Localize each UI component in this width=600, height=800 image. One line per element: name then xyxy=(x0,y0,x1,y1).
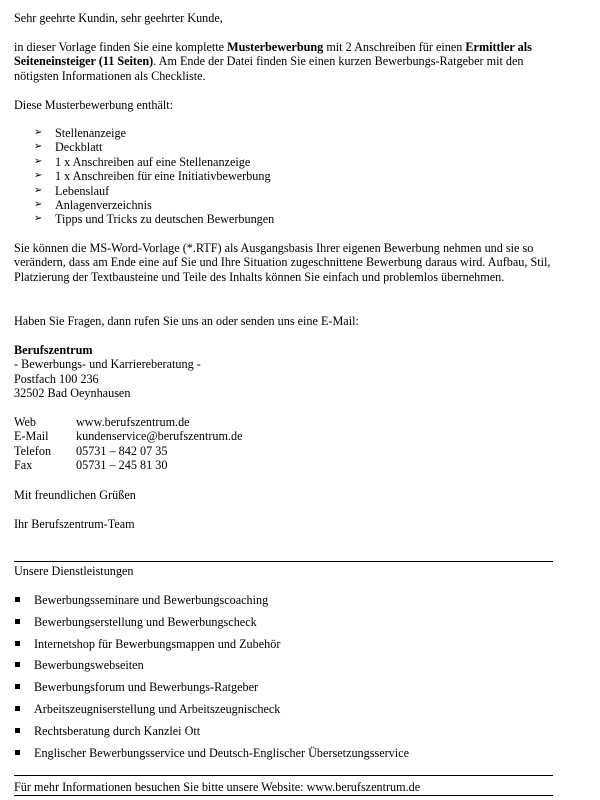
square-bullet-icon xyxy=(15,662,20,667)
list-item xyxy=(14,702,554,724)
contact-label: Web xyxy=(14,415,37,429)
list-item-text: Tipps und Tricks zu deutschen Bewerbungen xyxy=(55,212,275,227)
contact-label: Fax xyxy=(14,458,33,473)
list-item xyxy=(14,615,554,637)
list-item xyxy=(14,212,554,226)
intro-bold-1: Musterbewerbung xyxy=(227,40,324,54)
list-item xyxy=(14,126,554,140)
list-item xyxy=(14,140,554,154)
divider-middle xyxy=(14,775,553,776)
list-item-text: Deckblatt xyxy=(55,140,103,155)
company-street: Postfach 100 236 xyxy=(14,371,99,386)
divider-bottom xyxy=(14,795,553,796)
square-bullet-icon xyxy=(15,706,20,711)
list-item-text: Bewerbungserstellung und Bewerbungscheck xyxy=(34,614,257,629)
contact-phone xyxy=(14,444,554,458)
services-list xyxy=(14,593,554,767)
list-item-text: Bewerbungsseminare und Bewerbungscoaching xyxy=(34,593,269,607)
contains-heading: Diese Musterbewerbung enthält: xyxy=(14,98,174,112)
list-item xyxy=(14,169,554,183)
list-item-text: Lebenslauf xyxy=(55,183,110,198)
contents-list xyxy=(14,126,554,227)
arrow-bullet-icon: ➢ xyxy=(34,198,43,210)
list-item-text: Bewerbungsforum und Bewerbungs-Ratgeber xyxy=(34,680,259,695)
square-bullet-icon xyxy=(15,597,20,602)
list-item-text: Anlagenverzeichnis xyxy=(55,197,152,212)
arrow-bullet-icon: ➢ xyxy=(34,141,43,153)
square-bullet-icon xyxy=(15,684,20,689)
arrow-bullet-icon: ➢ xyxy=(34,184,43,196)
company-address xyxy=(14,343,554,401)
list-item xyxy=(14,746,554,768)
square-bullet-icon xyxy=(15,750,20,755)
list-item-text: Englischer Bewerbungsservice und Deutsch-Englischer Übersetzungsservice xyxy=(34,745,409,760)
signature: Ihr Berufszentrum-Team xyxy=(14,517,135,531)
company-tagline: - Bewerbungs- und Karriereberatung - xyxy=(14,357,201,372)
contact-block xyxy=(14,415,554,473)
contact-label: E-Mail xyxy=(14,429,49,444)
list-item-text: Rechtsberatung durch Kanzlei Ott xyxy=(34,723,201,738)
intro-text-1: in dieser Vorlage finden Sie eine komplette xyxy=(14,40,228,54)
contact-web xyxy=(14,415,554,429)
company-name: Berufszentrum xyxy=(14,343,93,357)
arrow-bullet-icon: ➢ xyxy=(34,127,43,138)
arrow-bullet-icon: ➢ xyxy=(34,170,43,182)
list-item xyxy=(14,593,554,615)
contact-fax xyxy=(14,458,554,472)
intro-bold-2: Ermittler als Seiteneinsteiger (11 Seiten) xyxy=(14,40,532,69)
square-bullet-icon xyxy=(15,619,20,624)
company-city: 32502 Bad Oeynhausen xyxy=(14,386,131,401)
list-item xyxy=(14,724,554,746)
list-item xyxy=(14,155,554,169)
list-item-text: Arbeitszeugniserstellung und Arbeitszeugnischeck xyxy=(34,701,281,716)
list-item xyxy=(14,198,554,212)
footer-website-line: Für mehr Informationen besuchen Sie bitte unsere Website: www.berufszentrum.de xyxy=(14,780,421,794)
closing: Mit freundlichen Grüßen xyxy=(14,488,136,502)
list-item xyxy=(14,658,554,680)
list-item-text: 1 x Anschreiben für eine Initiativbewerbung xyxy=(55,169,271,184)
intro-paragraph xyxy=(14,40,559,83)
fax-value: 05731 – 245 81 30 xyxy=(76,458,168,473)
salutation: Sehr geehrte Kundin, sehr geehrter Kunde, xyxy=(14,11,223,25)
square-bullet-icon xyxy=(15,728,20,733)
list-item-text: Stellenanzeige xyxy=(55,126,127,140)
phone-value: 05731 – 842 07 35 xyxy=(76,443,168,458)
questions-line: Haben Sie Fragen, dann rufen Sie uns an oder senden uns eine E-Mail: xyxy=(14,314,359,328)
contact-label: Telefon xyxy=(14,443,52,458)
square-bullet-icon xyxy=(15,641,20,646)
divider-top xyxy=(14,561,553,562)
list-item-text: 1 x Anschreiben auf eine Stellenanzeige xyxy=(55,154,251,169)
list-item-text: Bewerbungswebseiten xyxy=(34,658,144,673)
list-item xyxy=(14,680,554,702)
email-link[interactable]: kundenservice@berufszentrum.de xyxy=(76,429,243,444)
list-item-text: Internetshop für Bewerbungsmappen und Zubehör xyxy=(34,636,281,651)
web-link[interactable]: www.berufszentrum.de xyxy=(76,415,190,429)
intro-text-3: . Am Ende der Datei finden Sie einen kurzen Bewerbungs-Ratgeber mit den nötigsten Informationen als Checkliste. xyxy=(14,54,524,83)
list-item xyxy=(14,184,554,198)
arrow-bullet-icon: ➢ xyxy=(34,155,43,167)
intro-text-2: mit 2 Anschreiben für einen xyxy=(323,40,466,54)
list-item xyxy=(14,637,554,659)
services-heading: Unsere Dienstleistungen xyxy=(14,564,134,578)
usage-paragraph: Sie können die MS-Word-Vorlage (*.RTF) als Ausgangsbasis Ihrer eigenen Bewerbung nehmen und sie so verändern, dass am Ende eine auf Sie und Ihre Situation zugeschnittene Bewerbung daraus wird. Aufbau, Stil, Platzierung der Textbausteine und Teile des Inhalts können Sie einfach und problemlos übernehmen. xyxy=(14,241,551,284)
contact-email xyxy=(14,429,554,443)
arrow-bullet-icon: ➢ xyxy=(34,213,43,225)
